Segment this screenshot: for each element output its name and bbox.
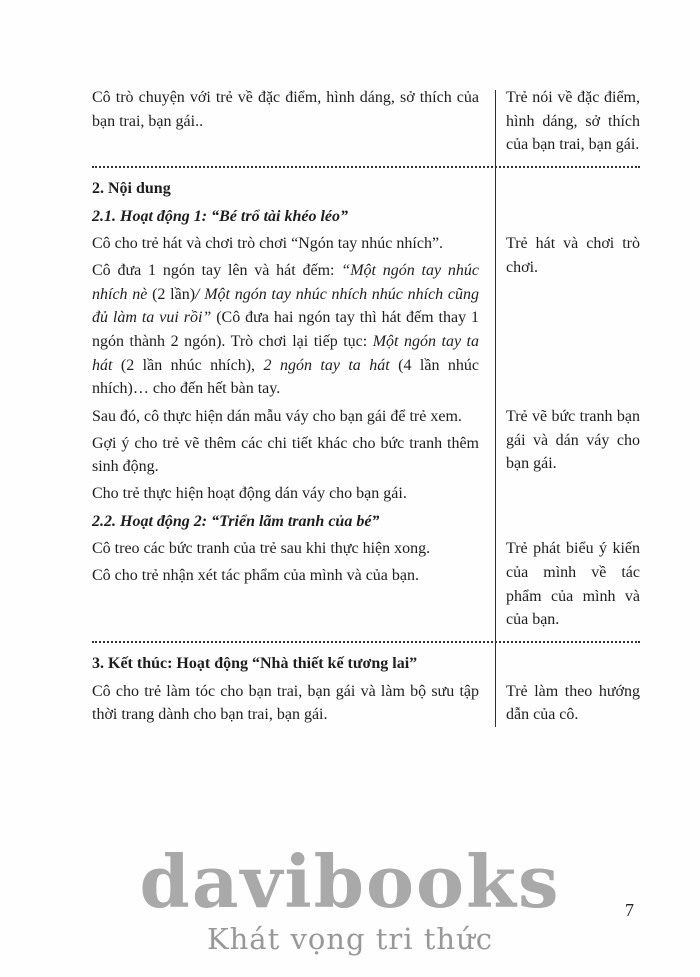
column-divider xyxy=(495,90,496,727)
watermark-brand: davibooks xyxy=(139,839,561,924)
paragraph: Cô trò chuyện với trẻ về đặc điểm, hình dáng, sở thích của bạn trai, bạn gái.. xyxy=(92,89,479,130)
paragraph: Cô treo các bức tranh của trẻ sau khi thực hiện xong. xyxy=(92,540,431,558)
section-subheading: 2.1. Hoạt động 1: “Bé trổ tài khéo léo” xyxy=(92,207,348,225)
paragraph: Cho trẻ thực hiện hoạt động dán váy cho bạn gái. xyxy=(92,485,407,503)
paragraph: Trẻ hát và chơi trò chơi. xyxy=(506,235,640,277)
section-subheading: 2.2. Hoạt động 2: “Triển lãm tranh của bé” xyxy=(92,512,380,530)
teacher-activity-cell xyxy=(92,205,495,232)
teacher-activity-cell xyxy=(92,175,495,204)
table-row xyxy=(92,232,640,404)
paragraph: Gợi ý cho trẻ vẽ thêm các chi tiết khác cho bức tranh thêm sinh động. xyxy=(92,434,479,476)
child-activity-cell xyxy=(495,650,640,679)
child-activity-cell xyxy=(495,537,640,635)
table-row xyxy=(92,86,640,160)
child-activity-cell xyxy=(495,510,640,537)
teacher-activity-cell xyxy=(92,537,495,635)
child-activity-cell xyxy=(495,86,640,160)
table-row xyxy=(92,205,640,232)
paragraph: Sau đó, cô thực hiện dán mẫu váy cho bạn gái để trẻ xem. xyxy=(92,408,462,426)
paragraph: Cô cho trẻ làm tóc cho bạn trai, bạn gái và làm bộ sưu tập thời trang dành cho bạn trai, bạn gái. xyxy=(92,682,479,724)
table-row xyxy=(92,175,640,204)
teacher-activity-cell xyxy=(92,680,495,730)
watermark-slogan: Khát vọng tri thức xyxy=(206,922,494,956)
lesson-table xyxy=(92,86,640,731)
child-activity-cell xyxy=(495,680,640,730)
paragraph: Cô cho trẻ hát và chơi trò chơi “Ngón tay nhúc nhích”. xyxy=(92,235,444,253)
teacher-activity-cell xyxy=(92,650,495,679)
table-row xyxy=(92,405,640,509)
child-activity-cell xyxy=(495,205,640,232)
teacher-activity-cell xyxy=(92,232,495,404)
section-heading: 3. Kết thúc: Hoạt động “Nhà thiết kế tương lai” xyxy=(92,655,418,673)
paragraph: Cô cho trẻ nhận xét tác phẩm của mình và của bạn. xyxy=(92,567,419,585)
paragraph: Trẻ nói về đặc điểm, hình dáng, sở thích của bạn trai, bạn gái. xyxy=(506,89,640,154)
paragraph: Trẻ vẽ bức tranh bạn gái và dán váy cho bạn gái. xyxy=(506,408,640,473)
paragraph: Trẻ làm theo hướng dẫn của cô. xyxy=(506,682,640,724)
table-row xyxy=(92,650,640,679)
child-activity-cell xyxy=(495,405,640,509)
table-row xyxy=(92,510,640,537)
section-heading: 2. Nội dung xyxy=(92,180,171,198)
paragraph: Trẻ phát biểu ý kiến của mình về tác phẩm của mình và của bạn. xyxy=(506,540,640,629)
child-activity-cell xyxy=(495,232,640,404)
teacher-activity-cell xyxy=(92,405,495,509)
watermark xyxy=(0,839,700,956)
teacher-activity-cell xyxy=(92,86,495,160)
table-row xyxy=(92,537,640,635)
teacher-activity-cell xyxy=(92,510,495,537)
dotted-separator xyxy=(92,166,640,168)
child-activity-cell xyxy=(495,175,640,204)
table-row xyxy=(92,680,640,730)
paragraph: Cô đưa 1 ngón tay lên và hát đếm: “Một ngón tay nhúc nhích nè (2 lần)/ Một ngón tay nhúc nhích nhúc nhích cũng đủ làm ta vui rồi” (Cô đưa hai ngón tay thì hát đếm thay 1 ngón thành 2 ngón). Trò chơi lại tiếp tục: Một ngón tay ta hát (2 lần nhúc nhích), 2 ngón tay ta hát (4 lần nhúc nhích)… cho đến hết bàn tay. xyxy=(92,262,480,398)
page-number: 7 xyxy=(625,900,634,920)
dotted-separator xyxy=(92,641,640,643)
